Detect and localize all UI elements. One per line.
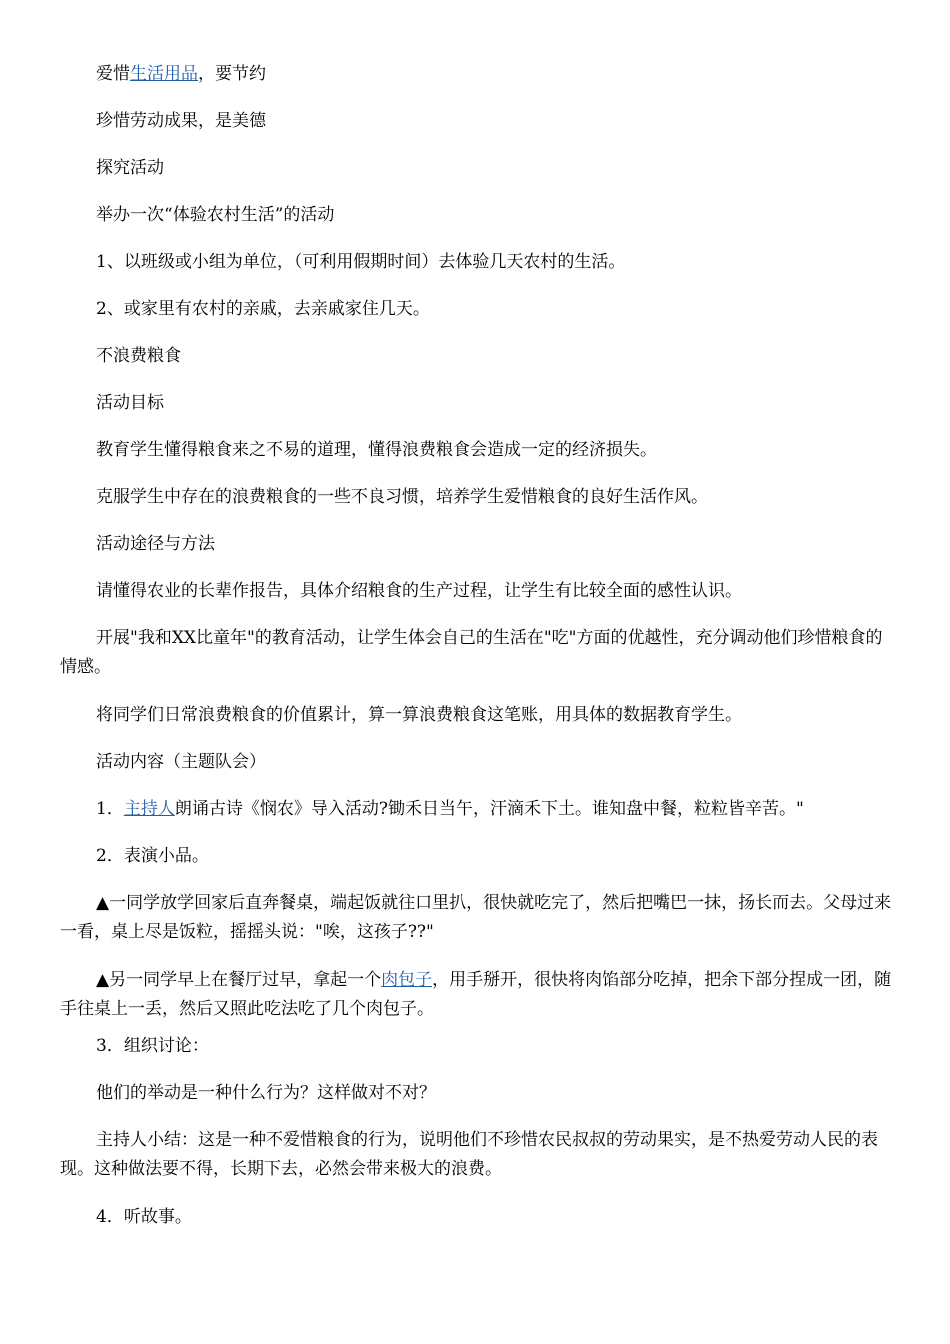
- paragraph-labor-virtue: 珍惜劳动成果，是美德: [96, 111, 266, 131]
- paragraph-item-2: 2、或家里有农村的亲戚，去亲戚家住几天。: [96, 299, 430, 319]
- paragraph-discussion-question: 他们的举动是一种什么行为？这样做对不对？: [96, 1083, 436, 1103]
- paragraph-text: ，要节约: [198, 64, 266, 84]
- paragraph-text: ▲另一同学早上在餐厅过早，拿起一个: [96, 970, 382, 990]
- paragraph-goal-2: 克服学生中存在的浪费粮食的一些不良习惯，培养学生爱惜粮食的良好生活作风。: [96, 487, 708, 507]
- paragraph-skit-2: [60, 966, 894, 1024]
- paragraph-text: 爱惜: [96, 64, 130, 84]
- paragraph-content-1: [60, 795, 894, 824]
- heading-activity-goals: 活动目标: [96, 393, 164, 413]
- heading-explore-activity: 探究活动: [96, 158, 164, 178]
- paragraph-content-3: 3．组织讨论：: [96, 1036, 209, 1056]
- paragraph-text: 1．: [96, 799, 124, 819]
- paragraph-rural-activity: 举办一次“体验农村生活”的活动: [96, 205, 335, 225]
- link-meat-bun[interactable]: 肉包子: [381, 970, 433, 990]
- paragraph-content-2: 2．表演小品。: [96, 846, 209, 866]
- link-daily-necessities[interactable]: 生活用品: [130, 64, 198, 84]
- link-host[interactable]: 主持人: [123, 799, 175, 819]
- paragraph-method-1: 请懂得农业的长辈作报告，具体介绍粮食的生产过程，让学生有比较全面的感性认识。: [96, 581, 742, 601]
- paragraph-skit-1: ▲一同学放学回家后直奔餐桌，端起饭就往口里扒，很快就吃完了，然后把嘴巴一抹，扬长而去。父母过来一看，桌上尽是饭粒，摇摇头说："唉，这孩子??": [60, 893, 892, 942]
- heading-activity-content: 活动内容（主题队会）: [96, 752, 266, 772]
- paragraph-cherish-items: [60, 60, 894, 89]
- paragraph-text: 朗诵古诗《悯农》导入活动?锄禾日当午，汗滴禾下土。谁知盘中餐，粒粒皆辛苦。": [174, 799, 804, 819]
- paragraph-method-3: 将同学们日常浪费粮食的价值累计，算一算浪费粮食这笔账，用具体的数据教育学生。: [96, 705, 742, 725]
- paragraph-content-4: 4．听故事。: [96, 1207, 192, 1227]
- paragraph-text: ，用手掰开，很快将肉馅部分吃掉，把余下部分捏成一团，随手往桌上一丢，然后又照此吃法吃了几个肉包子。: [60, 970, 892, 1019]
- paragraph-method-2: 开展"我和XX比童年"的教育活动，让学生体会自己的生活在"吃"方面的优越性，充分调动他们珍惜粮食的情感。: [60, 628, 883, 677]
- paragraph-item-1: 1、以班级或小组为单位，（可利用假期时间）去体验几天农村的生活。: [96, 252, 626, 272]
- heading-no-waste-food: 不浪费粮食: [96, 346, 181, 366]
- heading-methods: 活动途径与方法: [96, 534, 215, 554]
- paragraph-host-summary: 主持人小结：这是一种不爱惜粮食的行为，说明他们不珍惜农民叔叔的劳动果实，是不热爱劳动人民的表现。这种做法要不得，长期下去，必然会带来极大的浪费。: [60, 1130, 878, 1179]
- paragraph-goal-1: 教育学生懂得粮食来之不易的道理，懂得浪费粮食会造成一定的经济损失。: [96, 440, 657, 460]
